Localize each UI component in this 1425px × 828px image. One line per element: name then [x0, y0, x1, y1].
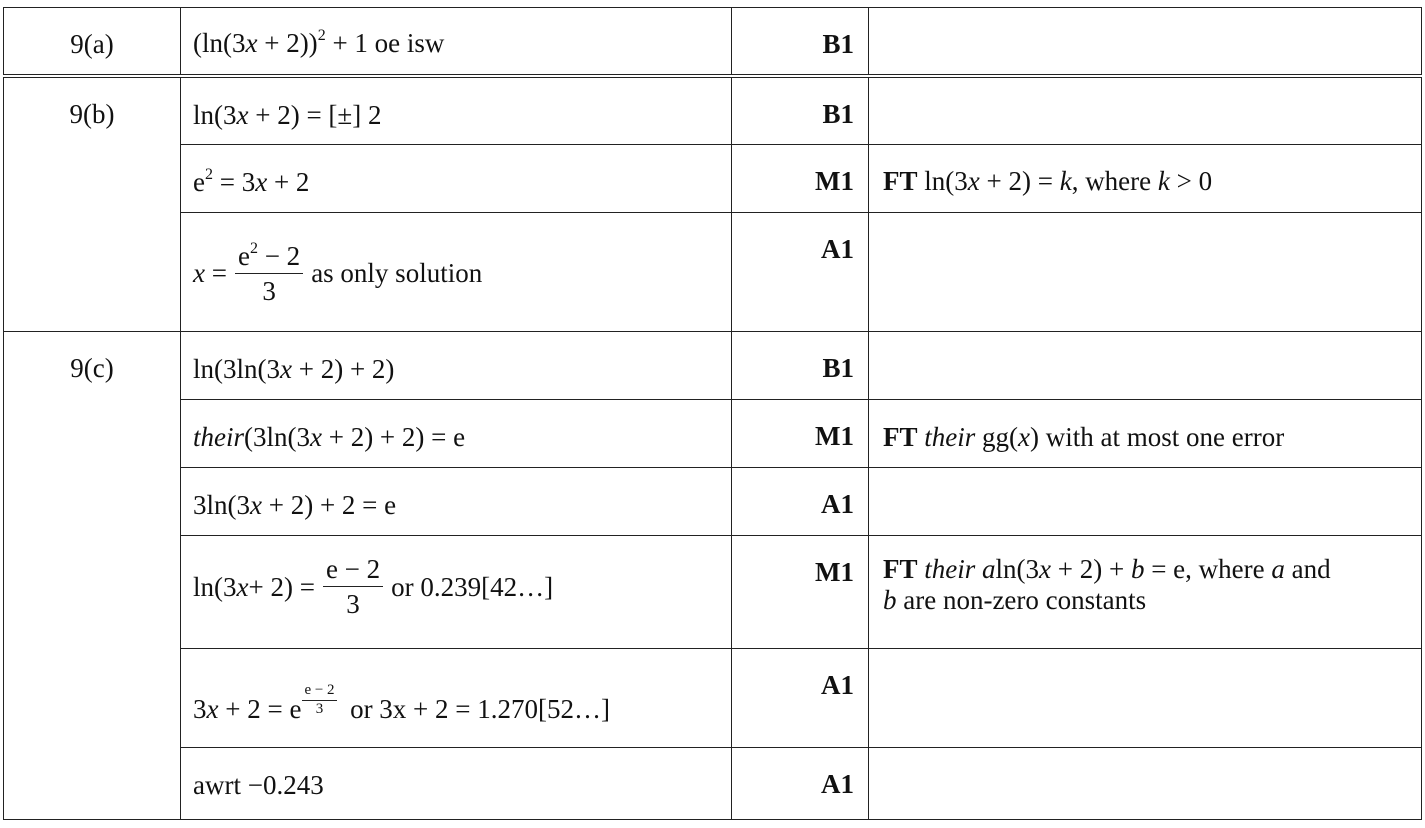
table-row: [4, 213, 1422, 332]
table-row: [4, 536, 1422, 649]
answer-cell: awrt −0.243: [181, 748, 732, 820]
fraction: $\frac{e^2 - 2}{3}$: [235, 241, 303, 306]
guidance-cell: FT their aln(3x + 2) + b = e, where a and b are non-zero constants: [869, 536, 1422, 649]
answer-cell: ln(3x + 2) = [±] 2: [181, 76, 732, 145]
answer-cell: 3x + 2 = e $\frac{e - 2}{3}$ or 3x + 2 = 1.270[52…]: [181, 649, 732, 748]
answer-cell: their(3ln(3x + 2) + 2) = e: [181, 400, 732, 468]
answer-cell: 3ln(3x + 2) + 2 = e: [181, 468, 732, 536]
table-row: [4, 76, 1422, 145]
guidance-cell: [869, 213, 1422, 332]
answer-cell: $e^2 = 3x + 2$: [181, 145, 732, 213]
answer-cell: x = $\frac{e^2 - 2}{3}$ as only solution: [181, 213, 732, 332]
answer-cell: ln(3ln(3x + 2) + 2): [181, 332, 732, 400]
guidance-cell: FT ln(3x + 2) = k, where k > 0: [869, 145, 1422, 213]
mark-scheme-table: [3, 7, 1422, 820]
table-row: [4, 748, 1422, 820]
mark-cell: A1: [732, 649, 869, 748]
table-row: [4, 332, 1422, 400]
guidance-cell: [869, 76, 1422, 145]
mark-cell: M1: [732, 145, 869, 213]
guidance-cell: [869, 332, 1422, 400]
question-label: 9(c): [4, 332, 181, 400]
mark-cell: B1: [732, 332, 869, 400]
guidance-cell: [869, 649, 1422, 748]
guidance-cell: [869, 8, 1422, 76]
question-label: 9(a): [4, 8, 181, 76]
mark-cell: M1: [732, 400, 869, 468]
table-row: [4, 400, 1422, 468]
mark-cell: A1: [732, 468, 869, 536]
mark-cell: A1: [732, 748, 869, 820]
fraction: $\frac{e - 2}{3}$: [323, 555, 383, 619]
guidance-cell: FT their gg(x) with at most one error: [869, 400, 1422, 468]
guidance-cell: [869, 748, 1422, 820]
table-row: [4, 649, 1422, 748]
mark-cell: A1: [732, 213, 869, 332]
table-row: [4, 468, 1422, 536]
table-row: [4, 8, 1422, 76]
answer-cell: ln(3 x + 2) = $\frac{e - 2}{3}$ or 0.239[42…]: [181, 536, 732, 649]
mark-cell: M1: [732, 536, 869, 649]
exponent-fraction: $\frac{e - 2}{3}$: [304, 682, 335, 717]
answer-cell: $(\ln(3x + 2))^2 + 1$ oe isw: [181, 8, 732, 76]
guidance-cell: [869, 468, 1422, 536]
mark-cell: B1: [732, 8, 869, 76]
table-row: [4, 145, 1422, 213]
mark-cell: B1: [732, 76, 869, 145]
question-label: 9(b): [4, 76, 181, 145]
